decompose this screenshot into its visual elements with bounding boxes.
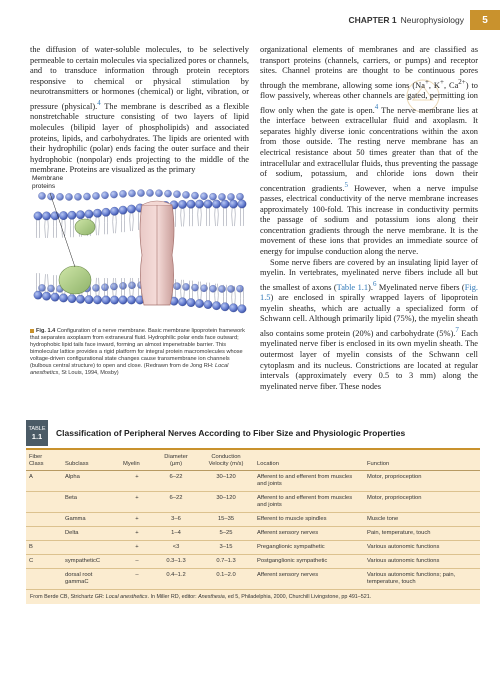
cell-subclass — [62, 541, 120, 555]
cell-subclass: Beta — [62, 492, 120, 513]
cell-fiber-class — [26, 513, 62, 527]
table-tag: TABLE 1.1 — [26, 420, 48, 446]
reference-link[interactable]: 7 — [455, 326, 459, 335]
left-column — [30, 45, 249, 176]
table-row — [26, 492, 480, 513]
chapter-heading: CHAPTER 1 Neurophysiology — [348, 15, 464, 25]
col-function: Function — [364, 452, 480, 471]
nerve-classification-table — [26, 420, 480, 604]
cell-function: Motor, proprioception — [364, 492, 480, 513]
cell-location: Afferent sensory nerves — [254, 527, 364, 541]
reference-link[interactable]: 5 — [344, 180, 348, 189]
cell-diameter: 0.4–1.2 — [154, 569, 198, 590]
lipid-bilayer — [34, 189, 246, 313]
cell-subclass: Gamma — [62, 513, 120, 527]
cell-diameter: 6–22 — [154, 492, 198, 513]
cell-diameter: <3 — [154, 541, 198, 555]
table-title: Classification of Peripheral Nerves According to Fiber Size and Physiologic Properties — [56, 428, 406, 438]
table-link[interactable]: Table 1.1 — [336, 282, 369, 292]
col-diameter: Diameter (μm) — [154, 452, 198, 471]
cell-fiber-class: C — [26, 555, 62, 569]
membrane-illustration — [30, 175, 249, 325]
cell-function: Various autonomic functions — [364, 541, 480, 555]
membrane-figure — [30, 175, 249, 325]
right-paragraph-1: organizational elements of membranes and are classified as transport proteins (channels, carriers, or pumps) and receptor sites. Channel proteins are thought to be continuous pores through the membrane, allowing some ions (Na+, K+, $Ca^{2+}$) to flow passively, whereas other channels are gated, permitting ion flow only when the gate is open.$^4$ The nerve membrane lies at the interface between extracellular fluid and axoplasm. It separates highly diverse ionic concentrations within the axon from those outside. The resting nerve membrane has an electrical resistance about 50 times greater than that of the intracellular and extracellular fluids, thus preventing the passage of sodium, potassium, and chloride ions down their concentration gradients.$^5$ However, when a nerve impulse passes, electrical conductivity of the nerve membrane increases approximately 100-fold. This increase in conductivity permits the passage of sodium and potassium ions along their concentration gradients through the nerve membrane. It is the movement of these ions that provides an immediate source of energy for impulse conduction along the nerve. — [260, 45, 478, 257]
cell-fiber-class: B — [26, 541, 62, 555]
cell-location: Afferent to and efferent from muscles and joints — [254, 471, 364, 492]
cell-velocity: 3–15 — [198, 541, 254, 555]
reference-link[interactable]: 4 — [97, 98, 101, 107]
col-myelin: Myelin — [120, 452, 154, 471]
col-subclass: Subclass — [62, 452, 120, 471]
table-header-row — [26, 452, 480, 471]
cell-location: Afferent to and efferent from muscles and joints — [254, 492, 364, 513]
cell-myelin: – — [120, 569, 154, 590]
table-row — [26, 541, 480, 555]
table-row — [26, 555, 480, 569]
caption-marker — [30, 329, 34, 333]
left-paragraph: the diffusion of water-soluble molecules, to be selectively permeable to certain molecules via specialized pores or channels, and to transduce information through protein receptors responsive to chemical or physical stimulation by neurotransmitters or hormones (chemical) or light, vibration, or pressure (physical).$^4$ The membrane is described as a flexible nonstretchable structure consisting of two layers of lipid molecules (bilipid layer of phospholipids) and associated proteins, lipids, and carbohydrates. The lipids are oriented with their hydrophilic (polar) ends facing the outer surface and their hydrophobic (nonpolar) ends projecting to the middle of the membrane. Proteins are visualized as the primary — [30, 45, 249, 175]
cell-subclass: Alpha — [62, 471, 120, 492]
cell-velocity: 0.7–1.3 — [198, 555, 254, 569]
cell-location: Preganglionic sympathetic — [254, 541, 364, 555]
reference-link[interactable]: 4 — [374, 102, 379, 111]
cell-function: Various autonomic functions — [364, 555, 480, 569]
cell-function: Motor, proprioception — [364, 471, 480, 492]
cell-function: Pain, temperature, touch — [364, 527, 480, 541]
cell-fiber-class — [26, 527, 62, 541]
cell-subclass: Delta — [62, 527, 120, 541]
cell-velocity: 15–35 — [198, 513, 254, 527]
table-row — [26, 527, 480, 541]
figure-link[interactable]: Fig. 1.5 — [260, 282, 478, 303]
table-footnote: From Berde CB, Strichartz GR: Local anesthetics. In Miller RD, editor: Anesthesia, ed 5, Philadelphia, 2000, Churchill Livingstone, pp 491–521. — [30, 594, 372, 600]
cell-diameter: 6–22 — [154, 471, 198, 492]
cell-diameter: 1–4 — [154, 527, 198, 541]
cell-myelin: + — [120, 513, 154, 527]
figure-label: Membrane proteins — [32, 175, 64, 190]
table-header — [26, 420, 480, 446]
cell-diameter: 0.3–1.3 — [154, 555, 198, 569]
cell-fiber-class — [26, 492, 62, 513]
cell-velocity: 0.1–2.0 — [198, 569, 254, 590]
cell-location: Afferent sensory nerves — [254, 569, 364, 590]
cell-myelin: + — [120, 492, 154, 513]
reference-link[interactable]: 6 — [372, 279, 377, 288]
col-velocity: Conduction Velocity (m/s) — [198, 452, 254, 471]
figure-caption: Fig. 1.4 Configuration of a nerve membrane. Basic membrane lipoprotein framework that separates axoplasm from extraneural fluid. Hydrophilic polar ends face outward; hydrophobic lipid tails face inward, forming an almost impenetrable barrier. This bimolecular lattice provides a rigid platform for integral protein macromolecules whose voltage-driven configurational state changes cause transmembrane ion channels (bulbous central structure) to open and close. (Redrawn from de Jong RH: Local anesthetics, St Louis, 1994, Mosby) — [30, 328, 245, 376]
cell-location: Postganglionic sympathetic — [254, 555, 364, 569]
right-paragraph-2: Some nerve fibers are covered by an insulating lipid layer of myelin. In vertebrates, myelinated nerve fibers include all but the smallest of axons (Table 1.1).$^6$ Myelinated nerve fibers (Fig. 1.5) are enclosed in spirally wrapped layers of lipoprotein myelin sheaths, which are actually a specialized form of Schwann cell. Although primarily lipid (75%), the myelin sheath also contains some protein (20%) and carbohydrate (5%).$^7$ Each myelinated nerve fiber is enclosed in its own myelin sheath. The outermost layer of myelin consists of the Schwann cell cytoplasm and its nucleus. Constrictions are located at regular intervals (approximately every 0.5 to 3 mm) along the myelinated nerve fiber. These nodes — [260, 257, 478, 391]
cell-fiber-class: A — [26, 471, 62, 492]
cell-myelin: + — [120, 527, 154, 541]
table-body — [26, 448, 480, 604]
cell-function: Various autonomic functions; pain, temperature, touch — [364, 569, 480, 590]
label-pointer — [50, 193, 75, 267]
cell-velocity: 30–120 — [198, 471, 254, 492]
page-header — [348, 10, 500, 30]
table-row — [26, 471, 480, 492]
table-row — [26, 513, 480, 527]
cell-diameter: 3–6 — [154, 513, 198, 527]
col-location: Location — [254, 452, 364, 471]
cell-myelin: + — [120, 541, 154, 555]
ion-channel-protein — [140, 201, 174, 305]
cell-fiber-class — [26, 569, 62, 590]
cell-subclass: dorsal root gammaC — [62, 569, 120, 590]
cell-myelin: + — [120, 471, 154, 492]
cell-function: Muscle tone — [364, 513, 480, 527]
right-column — [260, 45, 478, 392]
cell-velocity: 30–120 — [198, 492, 254, 513]
cell-velocity: 5–25 — [198, 527, 254, 541]
cell-myelin: – — [120, 555, 154, 569]
cell-location: Efferent to muscle spindles — [254, 513, 364, 527]
page-number: 5 — [470, 10, 500, 30]
cell-subclass: sympatheticC — [62, 555, 120, 569]
table-row — [26, 569, 480, 590]
col-fiber-class: Fiber Class — [26, 452, 62, 471]
membrane-protein-small — [59, 219, 95, 294]
